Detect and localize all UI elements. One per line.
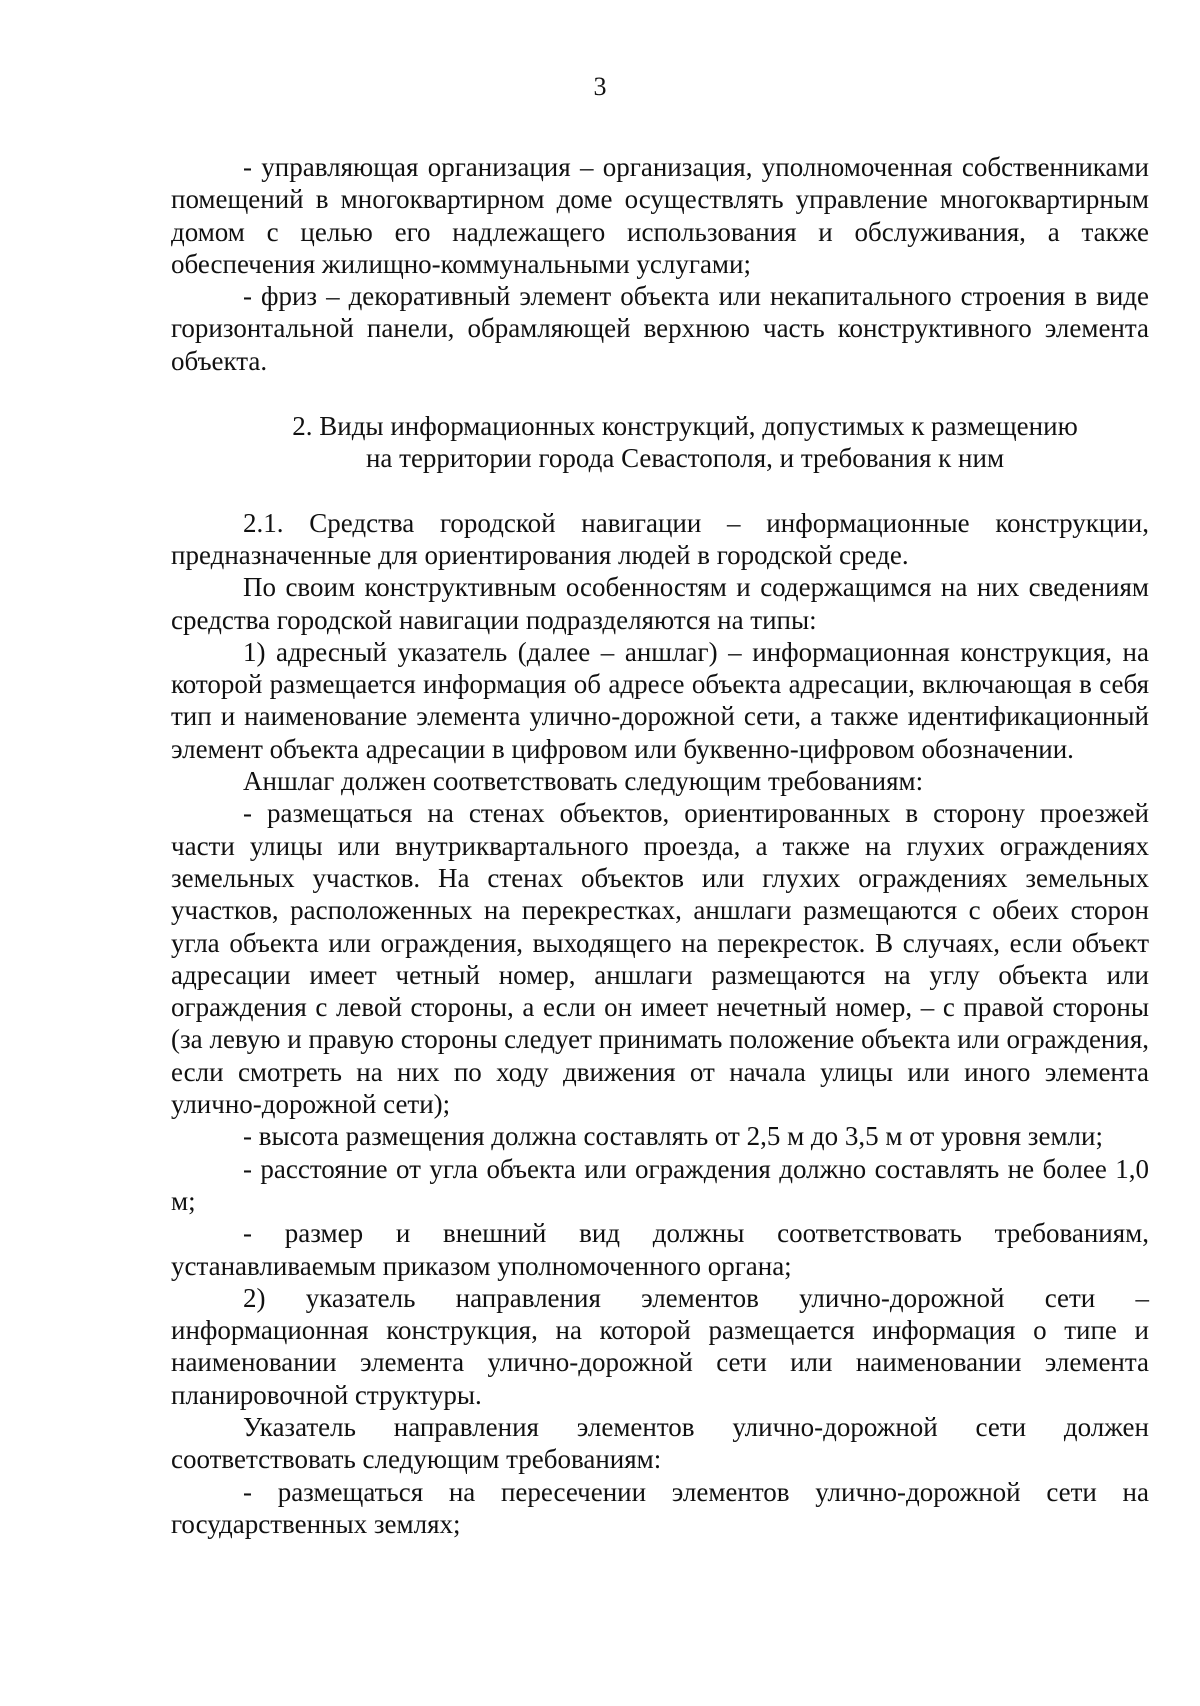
paragraph-frieze: - фриз – декоративный элемент объекта или некапитального строения в виде горизонтальной панели, обрамляющей верхнюю часть конструктивного элемента объекта. — [171, 281, 1149, 376]
paragraph-size-appearance: - размер и внешний вид должны соответствовать требованиям, устанавливаемым приказом уполномоченного органа; — [171, 1218, 1149, 1281]
paragraph-2-1: 2.1. Средства городской навигации – информационные конструкции, предназначенные для ориентирования людей в городской среде. — [171, 507, 1149, 570]
paragraph-managing-organization: - управляющая организация – организация, уполномоченная собственниками помещений в многоквартирном доме осуществлять управление многоквартирным домом с целью его надлежащего использования и обслуживания, а также обеспечения жилищно-коммунальными услугами; — [171, 152, 1149, 279]
page-number: 3 — [593, 72, 607, 101]
paragraph-distance: - расстояние от угла объекта или ограждения должно составлять не более 1,0 м; — [171, 1153, 1149, 1216]
paragraph-placement-intersection: - размещаться на пересечении элементов улично-дорожной сети на государственных землях; — [171, 1476, 1149, 1539]
paragraph-height: - высота размещения должна составлять от 2,5 м до 3,5 м от уровня земли; — [243, 1121, 1103, 1152]
section-heading — [171, 410, 1149, 475]
section-heading-line-2: на территории города Севастополя, и требования к ним — [365, 443, 1005, 474]
paragraph-placement-walls: - размещаться на стенах объектов, ориентированных в сторону проезжей части улицы или внутриквартального проезда, а также на глухих ограждениях земельных участков. На стенах объектов или глухих ограждениях земельных участков, расположенных на перекрестках, аншлаги размещаются с обеих сторон угла объекта или ограждения, выходящего на перекресток. В случаях, если объект адресации имеет четный номер, аншлаги размещаются на углу объекта или ограждения с левой стороны, а если он имеет нечетный номер, – с правой стороны (за левую и правую стороны следует принимать положение объекта или ограждения, если смотреть на них по ходу движения от начала улицы или иного элемента улично-дорожной сети); — [171, 798, 1149, 1120]
document-body — [171, 151, 1149, 1540]
paragraph-address-sign: 1) адресный указатель (далее – аншлаг) – информационная конструкция, на которой размещается информация об адресе объекта адресации, включающая в себя тип и наименование элемента улично-дорожной сети, а также идентификационный элемент объекта адресации в цифровом или буквенно-цифровом обозначении. — [171, 636, 1149, 764]
paragraph-direction-requirements: Указатель направления элементов улично-дорожной сети должен соответствовать следующим требованиям: — [171, 1411, 1149, 1475]
paragraph-types-intro: По своим конструктивным особенностям и содержащимся на них сведениям средства городской навигации подразделяются на типы: — [171, 572, 1149, 635]
paragraph-anshlag-requirements: Аншлаг должен соответствовать следующим требованиям: — [243, 766, 924, 797]
section-heading-line-1: 2. Виды информационных конструкций, допустимых к размещению — [292, 411, 1078, 442]
paragraph-direction-sign: 2) указатель направления элементов улично-дорожной сети – информационная конструкция, на которой размещается информация о типе и наименовании элемента улично-дорожной сети или наименовании элемента планировочной структуры. — [171, 1282, 1149, 1410]
